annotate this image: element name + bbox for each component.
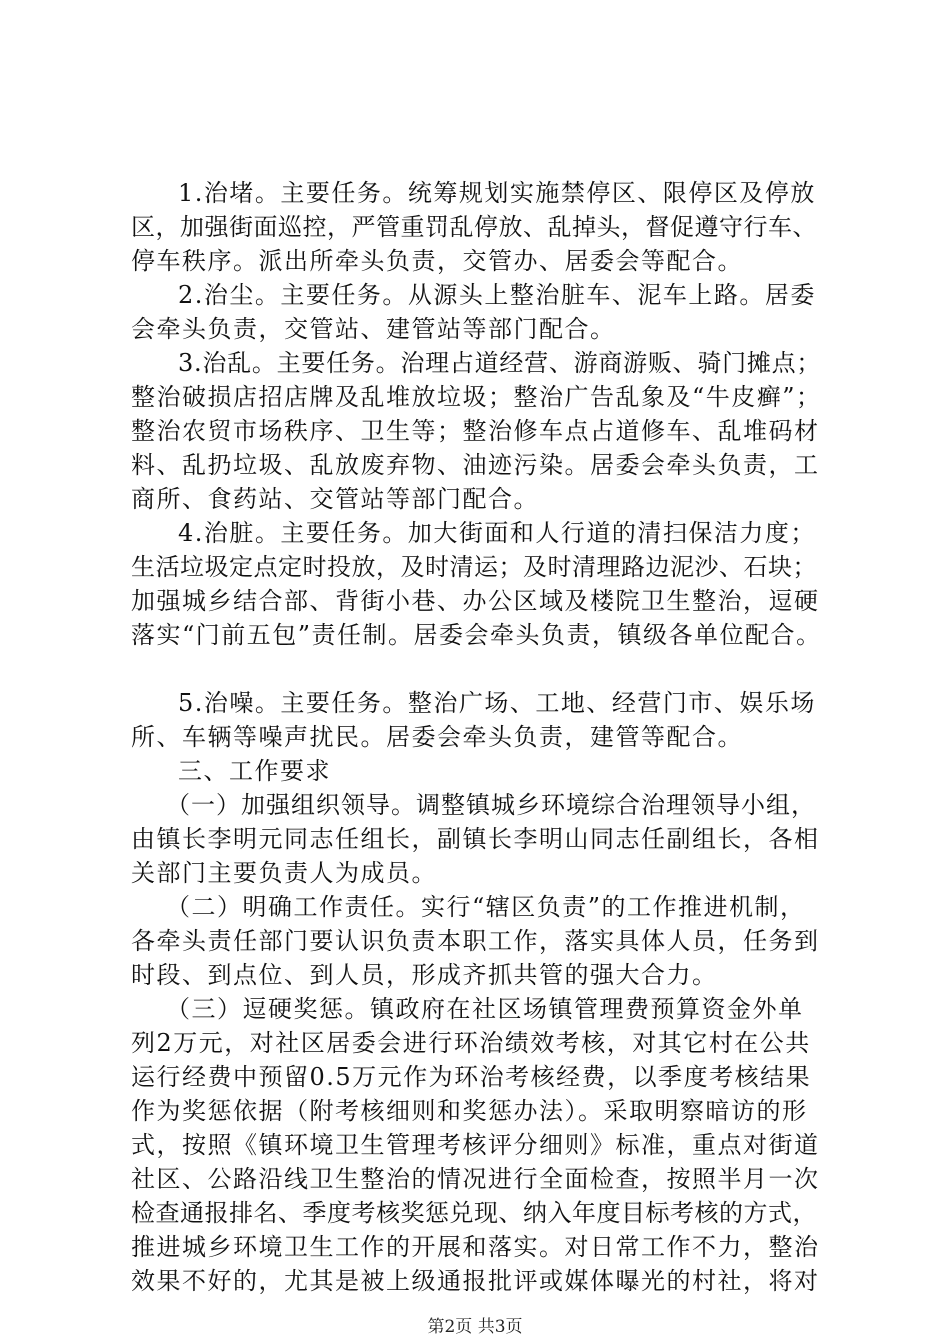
text-line: 停车秩序。派出所牵头负责，交管办、居委会等配合。 xyxy=(131,247,743,275)
text-line: 由镇长李明元同志任组长，副镇长李明山同志任副组长，各相 xyxy=(131,825,820,853)
text-line: 料、乱扔垃圾、乱放废弃物、油迹污染。居委会牵头负责，工 xyxy=(131,451,820,479)
text-line: 整治破损店招店牌及乱堆放垃圾；整治广告乱象及“牛皮癣”； xyxy=(131,383,822,411)
text-line: 列2万元，对社区居委会进行环治绩效考核，对其它村在公共 xyxy=(131,1029,811,1057)
text-line: 推进城乡环境卫生工作的开展和落实。对日常工作不力，整治 xyxy=(131,1233,820,1261)
text-line: 区，加强街面巡控，严管重罚乱停放、乱掉头，督促遵守行车、 xyxy=(131,213,817,241)
text-line: 2.治尘。主要任务。从源头上整治脏车、泥车上路。居委 xyxy=(178,281,816,309)
text-line: 4.治脏。主要任务。加大街面和人行道的清扫保洁力度； xyxy=(178,519,816,547)
text-line: 整治农贸市场秩序、卫生等；整治修车点占道修车、乱堆码材 xyxy=(131,417,820,445)
section-heading: 三、工作要求 xyxy=(178,757,331,785)
text-line: 生活垃圾定点定时投放，及时清运；及时清理路边泥沙、石块； xyxy=(131,553,817,581)
text-line: 商所、食药站、交管站等部门配合。 xyxy=(131,485,539,513)
text-line: 加强城乡结合部、背街小巷、办公区域及楼院卫生整治，逗硬 xyxy=(131,587,820,615)
text-line: 运行经费中预留0.5万元作为环治考核经费，以季度考核结果 xyxy=(131,1063,812,1091)
text-line: 落实“门前五包”责任制。居委会牵头负责，镇级各单位配合。 xyxy=(131,621,822,649)
text-line: （二）明确工作责任。实行“辖区负责”的工作推进机制， xyxy=(166,893,806,921)
text-line: 效果不好的，尤其是被上级通报批评或媒体曝光的村社，将对 xyxy=(131,1267,820,1295)
text-line: 检查通报排名、季度考核奖惩兑现、纳入年度目标考核的方式， xyxy=(131,1199,817,1227)
text-line: 社区、公路沿线卫生整治的情况进行全面检查，按照半月一次 xyxy=(131,1165,820,1193)
text-line: 3.治乱。主要任务。治理占道经营、游商游贩、骑门摊点； xyxy=(178,349,822,377)
text-line: 会牵头负责，交管站、建管站等部门配合。 xyxy=(131,315,616,343)
text-line: 各牵头责任部门要认识负责本职工作，落实具体人员，任务到 xyxy=(131,927,820,955)
text-line: 时段、到点位、到人员，形成齐抓共管的强大合力。 xyxy=(131,961,718,989)
text-line: 作为奖惩依据（附考核细则和奖惩办法）。采取明察暗访的形 xyxy=(131,1097,808,1125)
text-line: 关部门主要负责人为成员。 xyxy=(131,859,437,887)
text-line: 1.治堵。主要任务。统筹规划实施禁停区、限停区及停放 xyxy=(178,179,816,207)
text-line: 所、车辆等噪声扰民。居委会牵头负责，建管等配合。 xyxy=(131,723,743,751)
text-line: 式，按照《镇环境卫生管理考核评分细则》标准，重点对街道 xyxy=(131,1131,820,1159)
page-number: 第2页 共3页 xyxy=(427,1317,523,1337)
text-line: （一）加强组织领导。调整镇城乡环境综合治理领导小组， xyxy=(166,791,816,819)
text-line: （三）逗硬奖惩。镇政府在社区场镇管理费预算资金外单 xyxy=(166,995,804,1023)
text-line: 5.治噪。主要任务。整治广场、工地、经营门市、娱乐场 xyxy=(178,689,816,717)
